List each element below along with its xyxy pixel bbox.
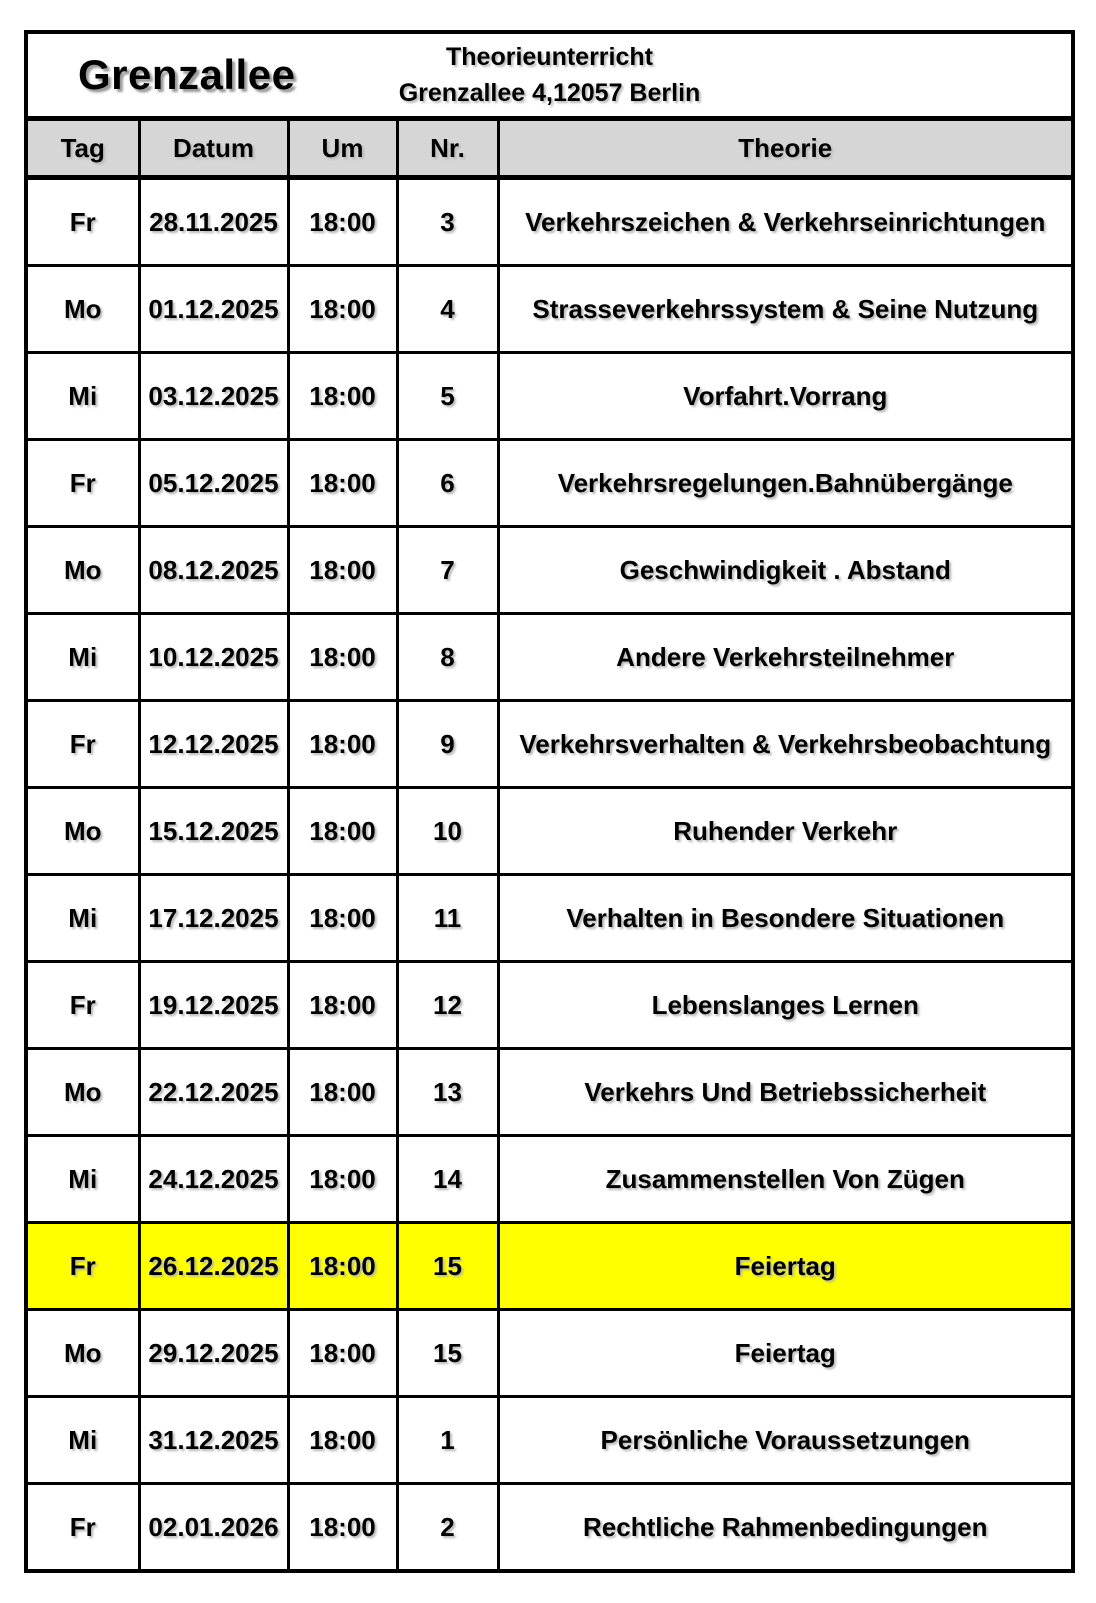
cell-datum: 15.12.2025	[139, 788, 288, 875]
table-row	[26, 875, 1073, 962]
table-row	[26, 614, 1073, 701]
table-row	[26, 1310, 1073, 1397]
cell-tag: Mo	[26, 788, 139, 875]
table-row	[26, 1223, 1073, 1310]
table-row	[26, 1136, 1073, 1223]
column-header-theorie: Theorie	[498, 119, 1073, 178]
cell-um: 18:00	[288, 788, 397, 875]
cell-theorie: Rechtliche Rahmenbedingungen	[498, 1484, 1073, 1572]
page-title: Theorieunterricht	[446, 43, 653, 71]
cell-tag: Mo	[26, 1310, 139, 1397]
table-row	[26, 1397, 1073, 1484]
page-subtitle: Grenzallee 4,12057 Berlin	[398, 79, 701, 107]
cell-theorie: Ruhender Verkehr	[498, 788, 1073, 875]
cell-datum: 10.12.2025	[139, 614, 288, 701]
cell-um: 18:00	[288, 1310, 397, 1397]
cell-datum: 24.12.2025	[139, 1136, 288, 1223]
table-row	[26, 788, 1073, 875]
cell-tag: Mi	[26, 1136, 139, 1223]
cell-nr: 14	[397, 1136, 498, 1223]
cell-theorie: Verkehrsverhalten & Verkehrsbeobachtung	[498, 701, 1073, 788]
cell-um: 18:00	[288, 614, 397, 701]
cell-tag: Mo	[26, 266, 139, 353]
cell-um: 18:00	[288, 962, 397, 1049]
cell-nr: 13	[397, 1049, 498, 1136]
cell-um: 18:00	[288, 1049, 397, 1136]
cell-theorie: Feiertag	[498, 1223, 1073, 1310]
cell-um: 18:00	[288, 1223, 397, 1310]
cell-um: 18:00	[288, 1136, 397, 1223]
cell-datum: 08.12.2025	[139, 527, 288, 614]
cell-datum: 02.01.2026	[139, 1484, 288, 1572]
cell-theorie: Vorfahrt.Vorrang	[498, 353, 1073, 440]
cell-tag: Mi	[26, 875, 139, 962]
cell-datum: 22.12.2025	[139, 1049, 288, 1136]
cell-tag: Fr	[26, 962, 139, 1049]
column-header-um: Um	[288, 119, 397, 178]
cell-um: 18:00	[288, 1397, 397, 1484]
table-row	[26, 962, 1073, 1049]
cell-nr: 5	[397, 353, 498, 440]
table-row	[26, 178, 1073, 266]
schedule-table	[24, 30, 1075, 1573]
cell-nr: 10	[397, 788, 498, 875]
cell-tag: Mi	[26, 353, 139, 440]
brand-band	[26, 32, 1073, 119]
cell-theorie: Feiertag	[498, 1310, 1073, 1397]
cell-datum: 05.12.2025	[139, 440, 288, 527]
cell-nr: 2	[397, 1484, 498, 1572]
cell-theorie: Verkehrsregelungen.Bahnübergänge	[498, 440, 1073, 527]
cell-datum: 17.12.2025	[139, 875, 288, 962]
column-header-row	[26, 119, 1073, 178]
cell-tag: Fr	[26, 440, 139, 527]
cell-nr: 1	[397, 1397, 498, 1484]
cell-tag: Fr	[26, 178, 139, 266]
table-row	[26, 1484, 1073, 1572]
cell-um: 18:00	[288, 178, 397, 266]
brand-row	[26, 32, 1073, 119]
cell-nr: 15	[397, 1223, 498, 1310]
cell-tag: Mo	[26, 527, 139, 614]
cell-datum: 28.11.2025	[139, 178, 288, 266]
column-header-tag: Tag	[26, 119, 139, 178]
cell-um: 18:00	[288, 440, 397, 527]
table-row	[26, 527, 1073, 614]
table-row	[26, 440, 1073, 527]
school-logo: Grenzallee	[78, 51, 296, 98]
cell-tag: Fr	[26, 1223, 139, 1310]
cell-theorie: Verhalten in Besondere Situationen	[498, 875, 1073, 962]
cell-nr: 8	[397, 614, 498, 701]
cell-tag: Mi	[26, 614, 139, 701]
cell-nr: 4	[397, 266, 498, 353]
cell-nr: 11	[397, 875, 498, 962]
cell-datum: 29.12.2025	[139, 1310, 288, 1397]
cell-nr: 7	[397, 527, 498, 614]
cell-um: 18:00	[288, 527, 397, 614]
cell-nr: 3	[397, 178, 498, 266]
cell-theorie: Zusammenstellen Von Zügen	[498, 1136, 1073, 1223]
schedule-body	[26, 178, 1073, 1572]
cell-um: 18:00	[288, 1484, 397, 1572]
cell-nr: 9	[397, 701, 498, 788]
cell-theorie: Andere Verkehrsteilnehmer	[498, 614, 1073, 701]
table-row	[26, 1049, 1073, 1136]
cell-datum: 01.12.2025	[139, 266, 288, 353]
cell-um: 18:00	[288, 266, 397, 353]
cell-um: 18:00	[288, 353, 397, 440]
cell-tag: Fr	[26, 1484, 139, 1572]
table-row	[26, 701, 1073, 788]
cell-nr: 15	[397, 1310, 498, 1397]
cell-theorie: Lebenslanges Lernen	[498, 962, 1073, 1049]
cell-datum: 26.12.2025	[139, 1223, 288, 1310]
cell-tag: Mo	[26, 1049, 139, 1136]
table-row	[26, 353, 1073, 440]
cell-um: 18:00	[288, 875, 397, 962]
cell-datum: 12.12.2025	[139, 701, 288, 788]
cell-theorie: Persönliche Voraussetzungen	[498, 1397, 1073, 1484]
cell-theorie: Verkehrs Und Betriebssicherheit	[498, 1049, 1073, 1136]
cell-nr: 12	[397, 962, 498, 1049]
column-header-datum: Datum	[139, 119, 288, 178]
table-row	[26, 266, 1073, 353]
column-header-nr: Nr.	[397, 119, 498, 178]
cell-datum: 19.12.2025	[139, 962, 288, 1049]
title-block	[399, 39, 701, 111]
cell-theorie: Geschwindigkeit . Abstand	[498, 527, 1073, 614]
cell-theorie: Strasseverkehrssystem & Seine Nutzung	[498, 266, 1073, 353]
cell-datum: 31.12.2025	[139, 1397, 288, 1484]
cell-theorie: Verkehrszeichen & Verkehrseinrichtungen	[498, 178, 1073, 266]
cell-um: 18:00	[288, 701, 397, 788]
cell-tag: Fr	[26, 701, 139, 788]
cell-nr: 6	[397, 440, 498, 527]
cell-datum: 03.12.2025	[139, 353, 288, 440]
cell-tag: Mi	[26, 1397, 139, 1484]
